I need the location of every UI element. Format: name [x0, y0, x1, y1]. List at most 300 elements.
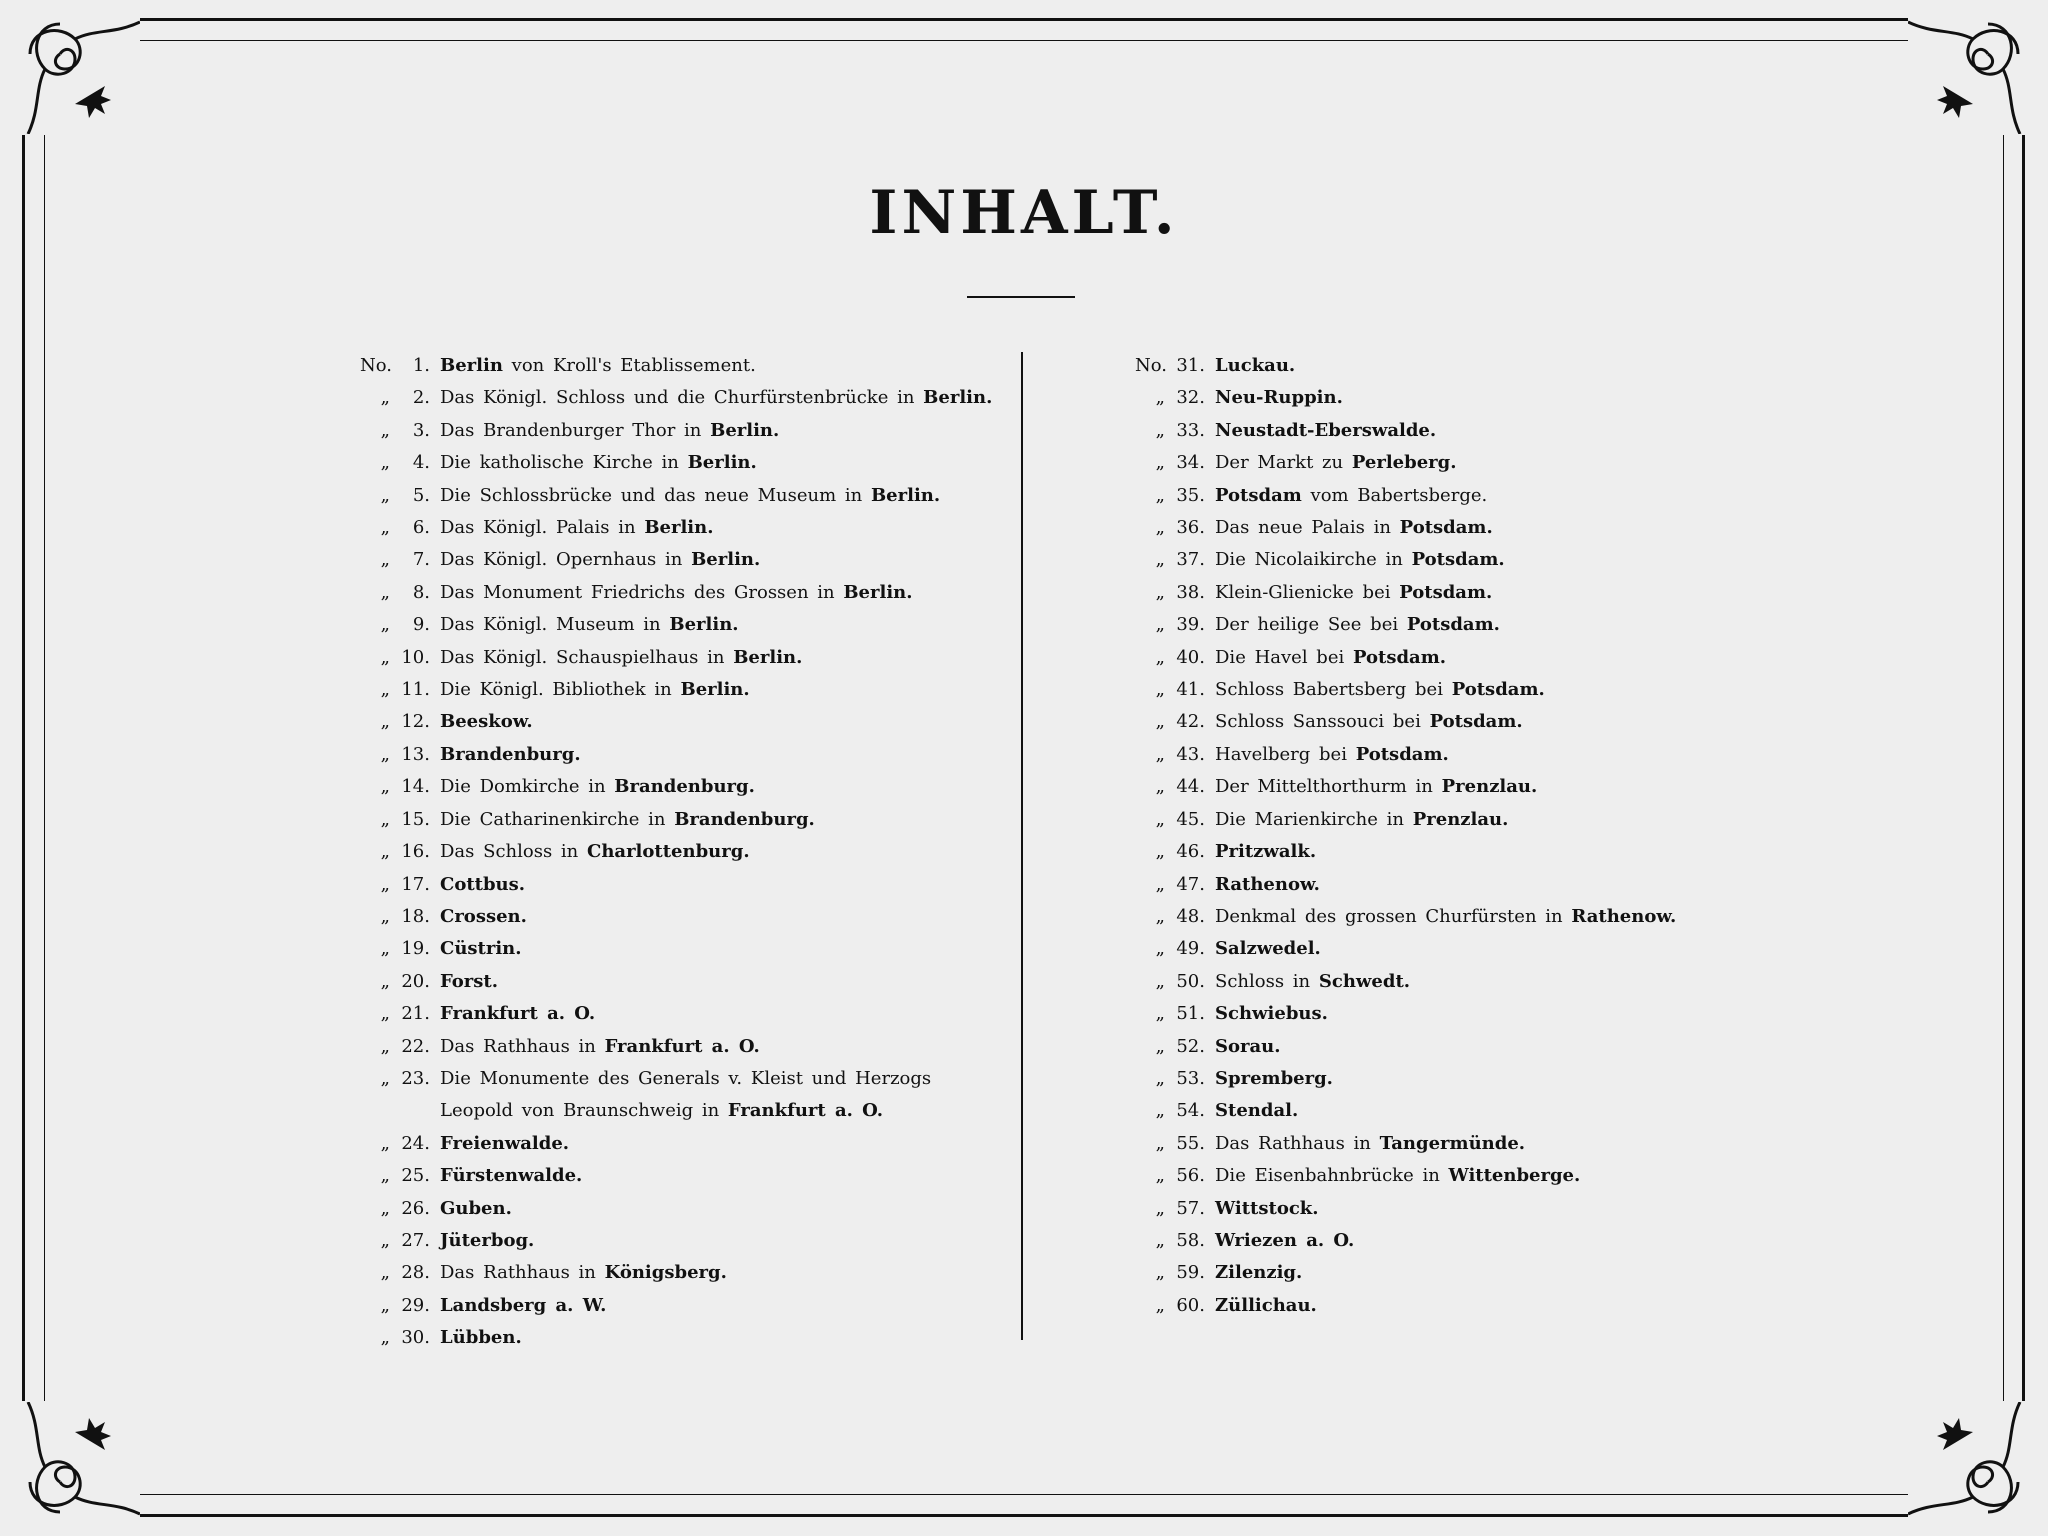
entry-prefix: „ — [380, 517, 390, 539]
entry-number: 48. — [1176, 905, 1205, 927]
entry-text — [1215, 836, 1316, 868]
place-name: Berlin — [440, 355, 503, 376]
entry-text — [440, 382, 992, 414]
entry-text — [1215, 1160, 1580, 1192]
entry-prefix: „ — [1155, 905, 1165, 927]
entry-number: 45. — [1176, 808, 1205, 830]
entry-text — [440, 933, 522, 965]
place-name: Neu-Ruppin. — [1215, 387, 1343, 409]
entry-number: 34. — [1176, 452, 1205, 474]
entry-text-part: Schloss Babertsberg bei — [1215, 679, 1452, 701]
entry-prefix: „ — [1155, 646, 1165, 668]
contents-entry — [360, 674, 992, 706]
entry-number: 31. — [1176, 355, 1205, 376]
entry-text-part: Havelberg bei — [1215, 743, 1356, 765]
contents-entry — [360, 706, 992, 738]
contents-entry — [360, 1193, 992, 1225]
entry-number: 41. — [1176, 679, 1205, 701]
entry-number: 19. — [401, 938, 430, 960]
place-name: Salzwedel. — [1215, 938, 1321, 960]
entry-prefix: „ — [1155, 581, 1165, 603]
entry-number: 1. — [412, 355, 430, 376]
place-name: Guben. — [440, 1197, 512, 1219]
entry-number: 30. — [401, 1327, 430, 1349]
entry-text — [1215, 869, 1320, 901]
frame-bottom-outer — [140, 1514, 1908, 1517]
place-name: Cottbus. — [440, 873, 526, 895]
entry-text-part: Denkmal des grossen Churfürsten in — [1215, 905, 1572, 927]
frame-left-outer — [22, 135, 25, 1401]
entry-number: 60. — [1176, 1294, 1205, 1316]
entry-number: 25. — [401, 1165, 430, 1187]
entry-text — [440, 869, 525, 901]
entry-text — [440, 447, 757, 479]
contents-entry — [360, 804, 992, 836]
entry-prefix: „ — [1155, 1100, 1165, 1122]
contents-entry — [360, 480, 992, 512]
contents-entry — [1135, 1031, 1676, 1063]
place-name: Neustadt-Eberswalde. — [1215, 419, 1437, 441]
entry-text — [440, 804, 815, 836]
corner-ornament-top-left — [20, 14, 140, 134]
entry-number: 38. — [1176, 581, 1205, 603]
place-name: Wittstock. — [1215, 1197, 1319, 1219]
column-divider — [1021, 352, 1023, 1340]
contents-entry — [1135, 1063, 1676, 1095]
title-rule — [967, 296, 1075, 298]
entry-number: 8. — [412, 581, 430, 603]
place-name: Berlin. — [843, 581, 913, 603]
entry-text-part: Die Catharinenkirche in — [440, 808, 675, 830]
entry-prefix: „ — [380, 549, 390, 571]
entry-prefix: „ — [1155, 517, 1165, 539]
entry-text-part: Das Königl. Palais in — [440, 517, 645, 539]
entry-prefix: „ — [1155, 1035, 1165, 1057]
entry-text-part: Die Monumente des Generals v. Kleist und Herzogs — [440, 1067, 932, 1089]
entry-text — [1215, 1128, 1525, 1160]
entry-text — [440, 998, 595, 1030]
place-name: Brandenburg. — [674, 808, 815, 830]
contents-entry — [1135, 869, 1676, 901]
entry-text-part: Das Königl. Schloss und die Churfürstenbrücke in — [440, 387, 924, 409]
contents-entry — [360, 771, 992, 803]
entry-prefix: „ — [380, 776, 390, 798]
entry-text-part: Die Marienkirche in — [1215, 808, 1413, 830]
entry-number: 47. — [1176, 873, 1205, 895]
entry-number: 12. — [401, 711, 430, 733]
place-name: Freienwalde. — [440, 1132, 570, 1154]
entry-text-part: Klein-Glienicke bei — [1215, 581, 1400, 603]
entry-prefix: „ — [380, 905, 390, 927]
place-name: Lübben. — [440, 1327, 522, 1349]
contents-entry — [1135, 1095, 1676, 1127]
place-name: Potsdam. — [1406, 614, 1500, 636]
contents-entry — [360, 1257, 992, 1289]
place-name: Potsdam — [1215, 484, 1302, 506]
entry-text — [440, 1063, 931, 1095]
entry-prefix: „ — [1155, 419, 1165, 441]
entry-text-part: Das Rathhaus in — [1215, 1132, 1380, 1154]
entry-number: 35. — [1176, 484, 1205, 506]
contents-entry — [1135, 901, 1676, 933]
entry-number: 27. — [401, 1229, 430, 1251]
entry-text — [1215, 1063, 1333, 1095]
place-name: Potsdam. — [1399, 517, 1493, 539]
place-name: Berlin. — [680, 679, 750, 701]
entry-text — [440, 1290, 606, 1322]
entry-number: 10. — [401, 646, 430, 668]
entry-text — [440, 771, 755, 803]
entry-text — [1215, 350, 1295, 382]
entry-text-part: Die Domkirche in — [440, 776, 615, 798]
contents-entry — [360, 869, 992, 901]
place-name: Potsdam. — [1429, 711, 1523, 733]
entry-prefix: „ — [380, 743, 390, 765]
contents-entry — [360, 642, 992, 674]
entry-prefix: „ — [1155, 549, 1165, 571]
entry-text — [1215, 706, 1523, 738]
place-name: Berlin. — [687, 452, 757, 474]
entry-prefix: „ — [380, 614, 390, 636]
contents-entry — [360, 447, 992, 479]
entry-number: 29. — [401, 1294, 430, 1316]
entry-text-part: Die katholische Kirche in — [440, 452, 688, 474]
entry-number: 14. — [401, 776, 430, 798]
entry-text-part: vom Babertsberge. — [1301, 484, 1488, 506]
place-name: Schwedt. — [1318, 970, 1411, 992]
entry-text — [440, 1128, 569, 1160]
contents-entry — [1135, 480, 1676, 512]
entry-text — [440, 739, 581, 771]
entry-text — [1215, 415, 1436, 447]
entry-number: 5. — [412, 484, 430, 506]
entry-text — [1215, 577, 1492, 609]
place-name: Potsdam. — [1411, 549, 1505, 571]
entry-text — [440, 512, 714, 544]
entry-text — [440, 577, 913, 609]
entry-prefix: „ — [1155, 776, 1165, 798]
contents-entry — [1135, 512, 1676, 544]
entry-text — [440, 1160, 582, 1192]
entry-prefix: „ — [380, 873, 390, 895]
contents-entry — [1135, 350, 1676, 382]
entry-text-part: Das neue Palais in — [1215, 517, 1400, 539]
entry-number: 59. — [1176, 1262, 1205, 1284]
entry-number: 54. — [1176, 1100, 1205, 1122]
entry-number: 57. — [1176, 1197, 1205, 1219]
entry-prefix: „ — [380, 711, 390, 733]
contents-entry — [1135, 966, 1676, 998]
entry-number: 55. — [1176, 1132, 1205, 1154]
entry-prefix: „ — [380, 452, 390, 474]
entry-prefix: „ — [1155, 970, 1165, 992]
entry-number: 36. — [1176, 517, 1205, 539]
entry-number: 6. — [412, 517, 430, 539]
entry-number: 24. — [401, 1132, 430, 1154]
frame-right-inner — [2003, 135, 2004, 1401]
entry-number: 11. — [401, 679, 430, 701]
frame-bottom-inner — [140, 1494, 1908, 1495]
contents-entry — [1135, 1225, 1676, 1257]
entry-text — [1215, 804, 1508, 836]
entry-text-part: Die Havel bei — [1215, 646, 1353, 668]
entry-text-part: Das Königl. Opernhaus in — [440, 549, 692, 571]
contents-entry — [360, 901, 992, 933]
entry-text — [440, 901, 527, 933]
entry-number: 15. — [401, 808, 430, 830]
entry-text — [1215, 966, 1410, 998]
contents-entry — [1135, 933, 1676, 965]
entry-prefix: „ — [380, 1197, 390, 1219]
entry-prefix: „ — [380, 387, 390, 409]
corner-ornament-bottom-left — [20, 1402, 140, 1522]
contents-entry — [360, 1322, 992, 1354]
entry-prefix: „ — [380, 646, 390, 668]
contents-entry — [1135, 836, 1676, 868]
entry-number: 23. — [401, 1067, 430, 1089]
contents-entry — [1135, 1160, 1676, 1192]
entry-text-part: von Kroll's Etablissement. — [502, 355, 756, 376]
entry-text — [440, 1031, 760, 1063]
entry-number: 3. — [412, 419, 430, 441]
entry-prefix: „ — [380, 1132, 390, 1154]
place-name: Züllichau. — [1215, 1294, 1317, 1316]
contents-entry — [360, 998, 992, 1030]
contents-entry — [1135, 706, 1676, 738]
entry-number: 42. — [1176, 711, 1205, 733]
entry-number: 44. — [1176, 776, 1205, 798]
entry-prefix: „ — [1155, 452, 1165, 474]
contents-entry — [1135, 771, 1676, 803]
place-name: Luckau. — [1215, 355, 1296, 376]
entry-prefix: „ — [1155, 1003, 1165, 1025]
place-name: Fürstenwalde. — [440, 1165, 583, 1187]
entry-number: 40. — [1176, 646, 1205, 668]
place-name: Berlin. — [710, 419, 780, 441]
place-name: Tangermünde. — [1379, 1132, 1526, 1154]
entry-prefix: „ — [1155, 1229, 1165, 1251]
place-name: Berlin. — [870, 484, 941, 506]
place-name: Berlin. — [669, 614, 739, 636]
place-name: Sorau. — [1215, 1035, 1281, 1057]
place-name: Potsdam. — [1352, 646, 1447, 668]
entry-prefix: „ — [380, 1327, 390, 1349]
entry-number: 43. — [1176, 743, 1205, 765]
entry-prefix: „ — [1155, 938, 1165, 960]
entry-text — [440, 1322, 522, 1354]
entry-prefix: „ — [380, 808, 390, 830]
entry-prefix: „ — [1155, 614, 1165, 636]
contents-entry — [1135, 1128, 1676, 1160]
contents-entry — [1135, 382, 1676, 414]
entry-text — [1215, 1290, 1317, 1322]
entry-number: 9. — [412, 614, 430, 636]
entry-number: 26. — [401, 1197, 430, 1219]
frame-right-outer — [2022, 135, 2025, 1401]
contents-entry — [360, 512, 992, 544]
entry-number: 46. — [1176, 841, 1205, 863]
entry-text — [440, 966, 498, 998]
contents-list-right — [1135, 350, 1676, 1322]
entry-text — [1215, 771, 1537, 803]
contents-entry — [360, 1225, 992, 1257]
contents-list-left — [360, 350, 992, 1355]
place-name: Berlin. — [923, 387, 993, 409]
entry-text-part: Der heilige See bei — [1215, 614, 1407, 636]
entry-text — [440, 1193, 512, 1225]
contents-entry — [360, 544, 992, 576]
entry-text-part: Schloss Sanssouci bei — [1215, 711, 1430, 733]
place-name: Berlin. — [733, 646, 803, 668]
entry-prefix: „ — [380, 679, 390, 701]
entry-number: 37. — [1176, 549, 1205, 571]
contents-entry — [360, 1160, 992, 1192]
entry-prefix: „ — [380, 1067, 390, 1089]
entry-text — [1215, 512, 1493, 544]
entry-number: 32. — [1176, 387, 1205, 409]
entry-number: 39. — [1176, 614, 1205, 636]
place-name: Prenzlau. — [1441, 776, 1538, 798]
contents-entry — [1135, 415, 1676, 447]
place-name: Brandenburg. — [614, 776, 755, 798]
page-title: INHALT. — [869, 178, 1179, 248]
place-name: Potsdam. — [1451, 679, 1545, 701]
place-name: Stendal. — [1215, 1100, 1299, 1122]
contents-entry — [360, 350, 992, 382]
entry-text — [440, 350, 756, 382]
entry-prefix: „ — [1155, 1132, 1165, 1154]
place-name: Pritzwalk. — [1215, 841, 1317, 863]
contents-entry — [1135, 447, 1676, 479]
place-name: Prenzlau. — [1412, 808, 1509, 830]
entry-prefix: „ — [380, 841, 390, 863]
place-name: Rathenow. — [1215, 873, 1320, 895]
entry-text — [440, 674, 750, 706]
place-name: Wriezen a. O. — [1215, 1229, 1355, 1251]
entry-number: 17. — [401, 873, 430, 895]
contents-entry — [1135, 642, 1676, 674]
contents-entry — [360, 933, 992, 965]
contents-entry-continuation — [360, 1095, 992, 1127]
entry-prefix: „ — [1155, 387, 1165, 409]
entry-text — [1215, 739, 1449, 771]
corner-ornament-bottom-right — [1908, 1402, 2028, 1522]
entry-text-part: Das Rathhaus in — [440, 1035, 605, 1057]
entry-number: 13. — [401, 743, 430, 765]
entry-prefix: „ — [380, 581, 390, 603]
contents-entry — [1135, 544, 1676, 576]
place-name: Forst. — [440, 970, 498, 992]
entry-text-part: Das Brandenburger Thor in — [440, 419, 711, 441]
place-name: Zilenzig. — [1215, 1262, 1303, 1284]
contents-entry — [360, 382, 992, 414]
entry-prefix: „ — [1155, 1165, 1165, 1187]
entry-text — [1215, 382, 1343, 414]
entry-text-part: Das Königl. Museum in — [440, 614, 670, 636]
place-name: Brandenburg. — [440, 743, 581, 765]
entry-text-part: Die Eisenbahnbrücke in — [1215, 1165, 1449, 1187]
place-name: Berlin. — [644, 517, 714, 539]
entry-text — [1215, 609, 1500, 641]
entry-prefix: „ — [380, 938, 390, 960]
entry-text — [1215, 1225, 1354, 1257]
entry-text — [1215, 480, 1487, 512]
entry-text — [1215, 447, 1457, 479]
entry-text — [440, 642, 802, 674]
entry-text — [1215, 1031, 1281, 1063]
contents-entry — [360, 1063, 992, 1095]
entry-number: 2. — [412, 387, 430, 409]
entry-number: 51. — [1176, 1003, 1205, 1025]
place-name: Jüterbog. — [440, 1229, 535, 1251]
contents-entry — [360, 966, 992, 998]
entry-text — [1215, 933, 1321, 965]
contents-entry — [360, 1290, 992, 1322]
contents-entry — [360, 577, 992, 609]
entry-number: 33. — [1176, 419, 1205, 441]
entry-text-part: Das Königl. Schauspielhaus in — [440, 646, 734, 668]
place-name: Perleberg. — [1351, 452, 1457, 474]
entry-prefix: „ — [1155, 1197, 1165, 1219]
entry-text — [1215, 544, 1505, 576]
entry-prefix: „ — [1155, 1262, 1165, 1284]
place-name: Cüstrin. — [440, 938, 522, 960]
entry-text-part: Das Schloss in — [440, 841, 587, 863]
entry-prefix: „ — [380, 1294, 390, 1316]
entry-text — [1215, 642, 1446, 674]
entry-prefix: No. — [360, 355, 392, 376]
contents-entry — [1135, 998, 1676, 1030]
place-name: Charlottenburg. — [587, 841, 750, 863]
place-name: Schwiebus. — [1215, 1003, 1328, 1025]
entry-text — [1215, 674, 1545, 706]
entry-prefix: „ — [380, 1035, 390, 1057]
contents-entry — [1135, 1193, 1676, 1225]
entry-number: 28. — [401, 1262, 430, 1284]
entry-number: 20. — [401, 970, 430, 992]
entry-text — [1215, 1095, 1298, 1127]
entry-prefix: „ — [1155, 808, 1165, 830]
entry-text — [1215, 901, 1676, 933]
place-name: Rathenow. — [1571, 905, 1677, 927]
entry-text-part: Der Markt zu — [1215, 452, 1352, 474]
contents-entry — [360, 415, 992, 447]
entry-text — [440, 480, 940, 512]
entry-text — [440, 544, 760, 576]
place-name: Beeskow. — [440, 711, 533, 733]
entry-prefix: „ — [1155, 873, 1165, 895]
place-name: Potsdam. — [1355, 743, 1449, 765]
entry-text — [360, 1095, 883, 1127]
entry-text — [1215, 1193, 1319, 1225]
contents-entry — [360, 1031, 992, 1063]
entry-text — [440, 1225, 534, 1257]
entry-text-part: Die Königl. Bibliothek in — [440, 679, 681, 701]
entry-prefix: „ — [1155, 679, 1165, 701]
entry-text-part: Leopold von Braunschweig in — [440, 1100, 728, 1122]
place-name: Landsberg a. W. — [440, 1294, 607, 1316]
entry-number: 58. — [1176, 1229, 1205, 1251]
place-name: Potsdam. — [1399, 581, 1493, 603]
contents-entry — [1135, 739, 1676, 771]
entry-number: 49. — [1176, 938, 1205, 960]
frame-left-inner — [44, 135, 45, 1401]
contents-entry — [360, 609, 992, 641]
entry-number: 18. — [401, 905, 430, 927]
entry-prefix: „ — [1155, 484, 1165, 506]
entry-prefix: „ — [380, 1262, 390, 1284]
contents-entry — [360, 836, 992, 868]
